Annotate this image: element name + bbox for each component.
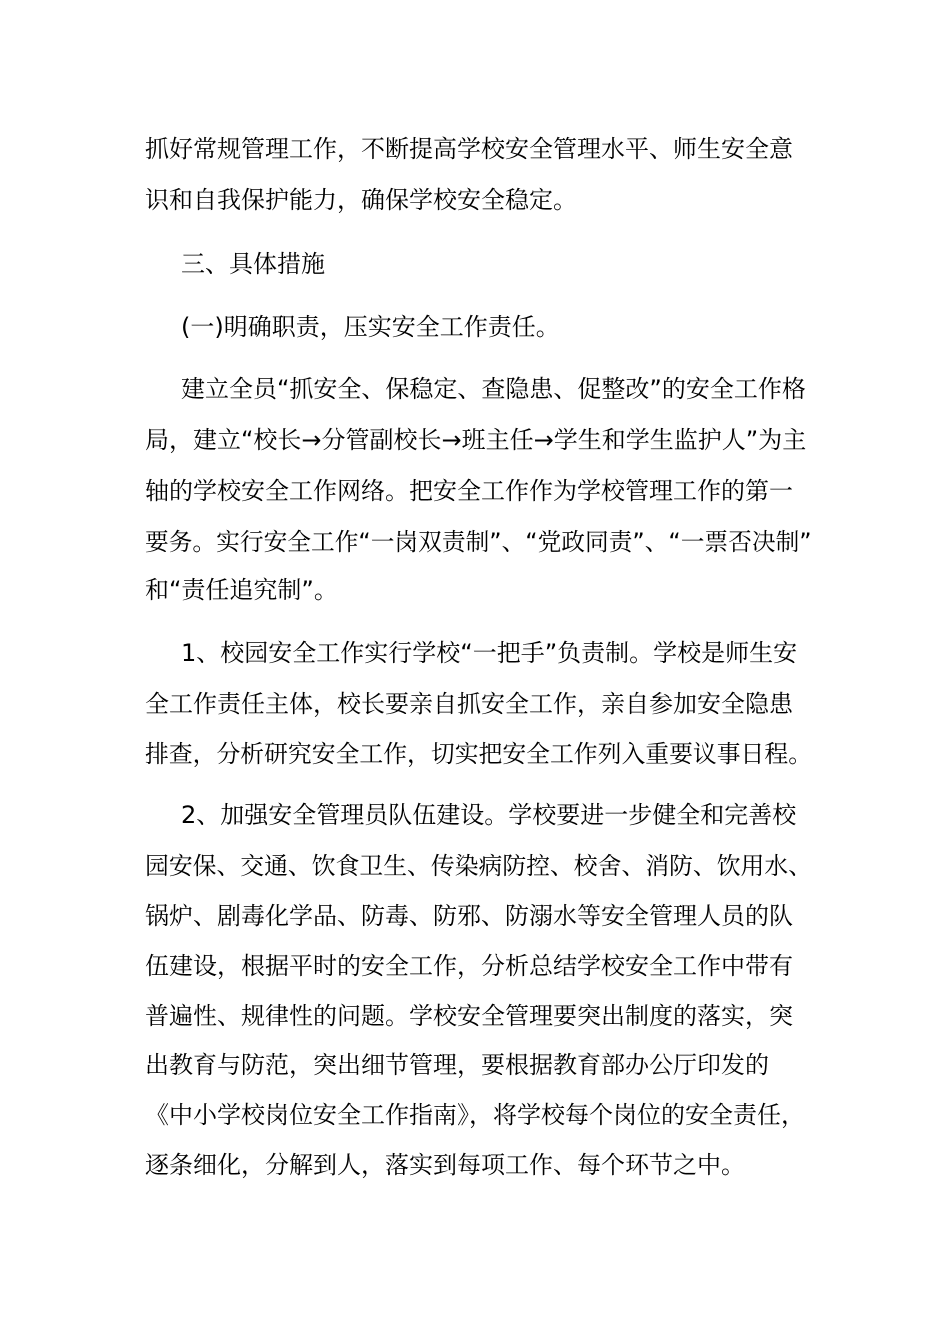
body-text-line: 抓好常规管理工作，不断提高学校安全管理水平、师生安全意 — [145, 135, 793, 163]
body-text-line: 园安保、交通、饮食卫生、传染病防控、校舍、消防、饮用水、 — [145, 852, 813, 880]
body-text-line: 普遍性、规律性的问题。学校安全管理要突出制度的落实，突 — [145, 1002, 793, 1030]
body-text-line: 《中小学校岗位安全工作指南》，将学校每个岗位的安全责任， — [145, 1101, 805, 1129]
body-text-line: 排查，分析研究安全工作，切实把安全工作列入重要议事日程。 — [145, 740, 813, 768]
body-text-line: 识和自我保护能力，确保学校安全稳定。 — [145, 186, 577, 214]
subsection-heading: (一)明确职责，压实安全工作责任。 — [181, 313, 560, 341]
body-text-line: 全工作责任主体，校长要亲自抓安全工作，亲自参加安全隐患 — [145, 690, 793, 718]
body-text-line: 出教育与防范，突出细节管理，要根据教育部办公厅印发的 — [145, 1051, 769, 1079]
body-text-line: 锅炉、剧毒化学品、防毒、防邪、防溺水等安全管理人员的队 — [145, 902, 793, 930]
body-text-line: 建立全员“抓安全、保稳定、查隐患、促整改”的安全工作格 — [181, 375, 806, 403]
body-text-line: 逐条细化，分解到人，落实到每项工作、每个环节之中。 — [145, 1151, 745, 1179]
section-heading: 三、具体措施 — [181, 250, 325, 278]
body-text-line: 轴的学校安全工作网络。把安全工作作为学校管理工作的第一 — [145, 477, 793, 505]
list-item-1: 1、校园安全工作实行学校“一把手”负责制。学校是师生安 — [181, 639, 798, 667]
body-text-line: 要务。实行安全工作“一岗双责制”、“党政同责”、“一票否决制” — [145, 528, 812, 556]
list-item-2: 2、加强安全管理员队伍建设。学校要进一步健全和完善校 — [181, 801, 797, 829]
body-text-line: 和“责任追究制”。 — [145, 576, 338, 604]
body-text-line: 伍建设，根据平时的安全工作，分析总结学校安全工作中带有 — [145, 952, 793, 980]
body-text-line: 局，建立“校长→分管副校长→班主任→学生和学生监护人”为主 — [145, 426, 807, 454]
